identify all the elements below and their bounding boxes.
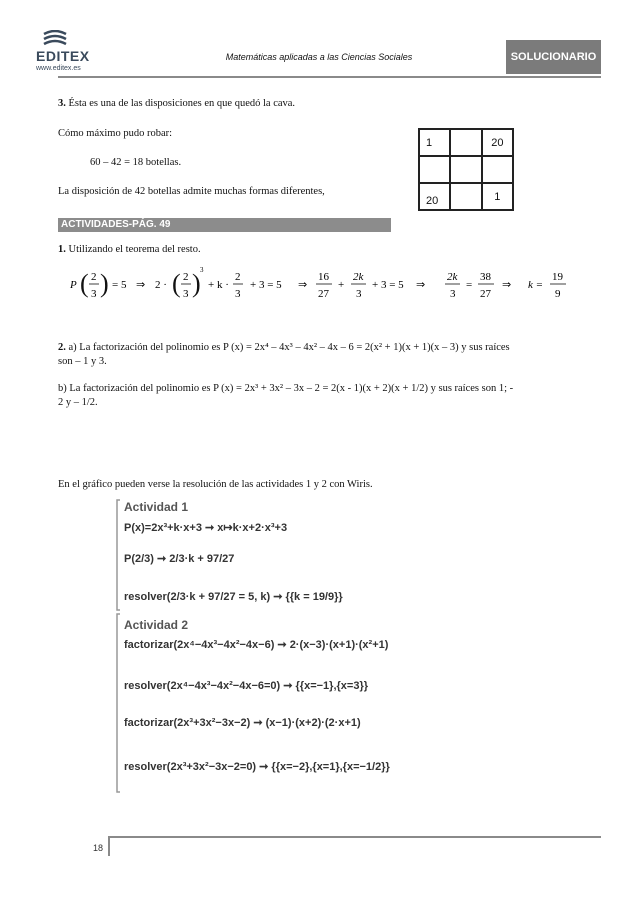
grid-cell: 1 — [482, 183, 513, 210]
act2-num: 2. — [58, 342, 66, 353]
eq-d3b: 3 — [183, 288, 189, 300]
eq-d27b: 27 — [480, 288, 491, 300]
editex-logo-icon — [40, 30, 70, 48]
eq-d3d: 3 — [356, 288, 362, 300]
wiris-a1-l1: P(x)=2x³+k·x+3 ➞ x↦k·x+2·x³+3 — [124, 522, 288, 534]
eq-n38: 38 — [480, 271, 491, 283]
wiris-a2-l4: resolver(2x³+3x²−3x−2=0) ➞ {{x=−2},{x=1},{x=−1/2}} — [124, 761, 390, 773]
wiris-a1-l2: P(2/3) ➞ 2/3·k + 97/27 — [124, 553, 235, 565]
grid-cell: 20 — [482, 129, 513, 156]
eq-d3e: 3 — [450, 288, 456, 300]
section3-line2: Cómo máximo pudo robar: — [58, 128, 173, 139]
section3-line4: La disposición de 42 botellas admite muchas formas diferentes, — [58, 186, 325, 197]
header-rule — [58, 76, 601, 78]
act2-b-text: b) La factorización del polinomio es P (x) = 2x³ + 3x² – 3x – 2 = 2(x - 1)(x + 2)(x + 1/2) y sus raíces son 1; - — [58, 383, 514, 394]
eq-n2kb: 2k — [447, 271, 458, 283]
eq-d3c: 3 — [235, 288, 241, 300]
wiris-a2-l1: factorizar(2x⁴−4x³−4x²−4x−6) ➞ 2·(x−3)·(x+1)·(x²+1) — [124, 639, 389, 651]
eq-plusk: + k · — [208, 279, 229, 291]
section3-heading — [58, 98, 295, 109]
svg-text:): ) — [100, 269, 109, 298]
grid-cell: 1 — [419, 129, 450, 156]
eq-n19: 19 — [552, 271, 563, 283]
wiris-a1-title: Actividad 1 — [124, 500, 189, 514]
eq-P: P — [70, 279, 77, 291]
wiris-a2-l2: resolver(2x⁴−4x³−4x²−4x−6=0) ➞ {{x=−1},{x=3}} — [124, 680, 369, 692]
act1-equation — [60, 262, 580, 306]
eq-arrow4: ⇒ — [502, 279, 512, 291]
eq-n2c: 2 — [235, 271, 241, 283]
section3-num: 3. — [58, 98, 66, 109]
act2-a-text2: son – 1 y 3. — [58, 356, 107, 367]
solucionario-badge: SOLUCIONARIO — [506, 40, 601, 74]
eq-arrow3: ⇒ — [416, 279, 426, 291]
graph-intro: En el gráfico pueden verse la resolución de las actividades 1 y 2 con Wiris. — [58, 479, 373, 490]
act2-a — [58, 342, 510, 353]
grid-cell — [482, 156, 513, 183]
cava-grid — [418, 128, 514, 211]
grid-cell — [450, 129, 481, 156]
eq-n2b: 2 — [183, 271, 189, 283]
eq-d27: 27 — [318, 288, 329, 300]
logo-url: www.editex.es — [36, 65, 81, 72]
footer-rule — [108, 836, 601, 838]
eq-plus3eq5: + 3 = 5 — [250, 279, 282, 291]
act2-a-text: a) La factorización del polinomio es P (x) = 2x⁴ – 4x³ – 4x² – 4x – 6 = 2(x² + 1)(x + 1)(x – 3) y sus raíces — [65, 342, 510, 353]
svg-text:(: ( — [80, 269, 89, 298]
eq-eq5: = 5 — [112, 279, 127, 291]
eq-plus: + — [338, 279, 345, 291]
header-title: Matemáticas aplicadas a las Ciencias Sociales — [225, 52, 413, 62]
footer-separator — [108, 836, 110, 856]
svg-text:): ) — [192, 269, 201, 298]
wiris-a2-l3: factorizar(2x³+3x²−3x−2) ➞ (x−1)·(x+2)·(2·x+1) — [124, 717, 361, 729]
grid-cell — [450, 183, 481, 210]
act2-b-text2: 2 y – 1/2. — [58, 397, 98, 408]
eq-arrow2: ⇒ — [298, 279, 308, 291]
eq-two: 2 · — [155, 279, 167, 291]
eq-plus3eq5b: + 3 = 5 — [372, 279, 404, 291]
eq-d3: 3 — [91, 288, 97, 300]
wiris-screenshot — [116, 496, 506, 796]
svg-text:(: ( — [172, 269, 181, 298]
eq-exp3: 3 — [200, 266, 204, 274]
logo-text: EDITEX — [36, 48, 90, 64]
act1-num: 1. — [58, 244, 66, 255]
eq-n2k: 2k — [353, 271, 364, 283]
section3-line3: 60 – 42 = 18 botellas. — [90, 157, 182, 168]
grid-cell: 20 — [419, 183, 450, 210]
eq-d9: 9 — [555, 288, 561, 300]
page-number: 18 — [93, 843, 104, 853]
wiris-a2-title: Actividad 2 — [124, 618, 189, 632]
section3-heading-text: Ésta es una de las disposiciones en que quedó la cava. — [65, 98, 296, 109]
eq-arrow: ⇒ — [136, 279, 146, 291]
grid-cell — [419, 156, 450, 183]
activities-bar: ACTIVIDADES-PÁG. 49 — [58, 218, 391, 232]
act1-heading — [58, 244, 201, 255]
grid-cell — [450, 156, 481, 183]
wiris-a1-l3: resolver(2/3·k + 97/27 = 5, k) ➞ {{k = 19/9}} — [124, 591, 343, 603]
act1-text: Utilizando el teorema del resto. — [65, 244, 201, 255]
eq-keq: k = — [528, 279, 544, 291]
eq-n16: 16 — [318, 271, 329, 283]
eq-eq: = — [466, 279, 473, 291]
eq-n2: 2 — [91, 271, 97, 283]
